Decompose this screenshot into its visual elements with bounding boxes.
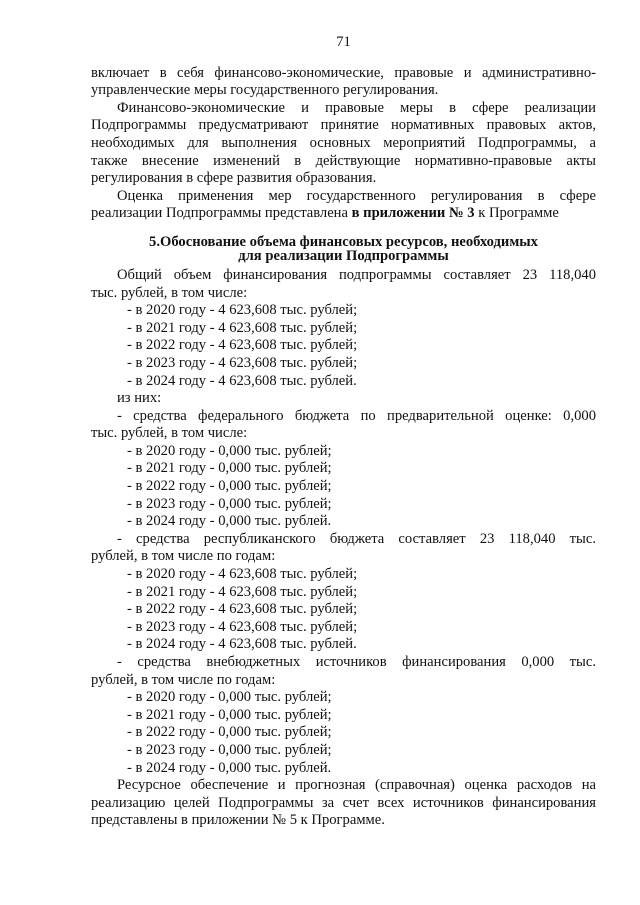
paragraph-republic-budget	[91, 531, 596, 654]
list-item: - в 2021 году - 4 623,608 тыс. рублей;	[127, 583, 358, 600]
list-item: - в 2020 году - 0,000 тыс. рублей;	[127, 689, 332, 706]
section-heading	[91, 235, 596, 263]
text-line: - средства федерального бюджета по предварительной оценке: 0,000	[117, 407, 596, 424]
list-item: - в 2024 году - 4 623,608 тыс. рублей.	[127, 372, 357, 389]
text-line: также внесение изменений в действующие нормативно-правовые акты	[91, 152, 596, 169]
list-item: - в 2022 году - 4 623,608 тыс. рублей;	[127, 601, 358, 618]
list-item: - в 2022 году - 0,000 тыс. рублей;	[127, 478, 332, 495]
page-number: 71	[336, 34, 351, 50]
text-line: Финансово-экономические и правовые меры в сфере реализации	[117, 99, 596, 116]
text-line: Общий объем финансирования подпрограммы составляет 23 118,040	[117, 266, 596, 283]
text-line: управленческие меры государственного регулирования.	[91, 82, 439, 99]
text-line: Подпрограммы предусматривают принятие нормативных правовых актов,	[91, 117, 596, 134]
list-item: - в 2024 году - 0,000 тыс. рублей.	[127, 513, 332, 530]
paragraph-total-funding	[91, 267, 596, 408]
text-span: к Программе	[474, 205, 559, 222]
list-item: - в 2020 году - 4 623,608 тыс. рублей;	[127, 566, 358, 583]
paragraph-federal-budget	[91, 408, 596, 531]
paragraph-measures-intro	[91, 65, 596, 100]
document-page	[91, 34, 596, 830]
text-line: рублей, в том числе по годам:	[91, 548, 276, 565]
text-line: - средства республиканского бюджета составляет 23 118,040 тыс.	[117, 530, 596, 547]
list-item: - в 2023 году - 0,000 тыс. рублей;	[127, 495, 332, 512]
paragraph-resource-support	[91, 777, 596, 830]
text-line: реализацию целей Подпрограммы за счет всех источников финансирования	[91, 794, 596, 811]
list-item: - в 2020 году - 0,000 тыс. рублей;	[127, 442, 332, 459]
list-item: - в 2020 году - 4 623,608 тыс. рублей;	[127, 302, 358, 319]
list-item: - в 2022 году - 0,000 тыс. рублей;	[127, 724, 332, 741]
list-item: - в 2024 году - 4 623,608 тыс. рублей.	[127, 636, 357, 653]
text-line: включает в себя финансово-экономические, правовые и административно-	[91, 64, 596, 81]
list-item: - в 2022 году - 4 623,608 тыс. рублей;	[127, 337, 358, 354]
heading-line: 5.Обоснование объема финансовых ресурсов, необходимых	[149, 233, 538, 250]
text-line: необходимых для выполнения основных мероприятий Подпрограммы, а	[91, 134, 596, 151]
text-span: реализации Подпрограммы представлена	[91, 205, 352, 222]
list-item: - в 2021 году - 4 623,608 тыс. рублей;	[127, 319, 358, 336]
text-line: регулирования в сфере развития образования.	[91, 170, 377, 187]
text-line: тыс. рублей, в том числе:	[91, 425, 248, 442]
list-item: - в 2023 году - 4 623,608 тыс. рублей;	[127, 618, 358, 635]
list-item: - в 2024 году - 0,000 тыс. рублей.	[127, 759, 332, 776]
text-line: из них:	[117, 390, 162, 407]
paragraph-extrabudgetary	[91, 654, 596, 777]
text-line	[91, 205, 596, 223]
list-item: - в 2023 году - 0,000 тыс. рублей;	[127, 741, 332, 758]
appendix-reference: в приложении № 3	[351, 205, 475, 222]
list-item: - в 2021 году - 0,000 тыс. рублей;	[127, 706, 332, 723]
text-line: представлены в приложении № 5 к Программе.	[91, 812, 385, 829]
paragraph-assessment	[91, 188, 596, 223]
list-item: - в 2021 году - 0,000 тыс. рублей;	[127, 460, 332, 477]
heading-line: для реализации Подпрограммы	[238, 247, 449, 264]
text-line: - средства внебюджетных источников финансирования 0,000 тыс.	[117, 654, 596, 670]
text-line: тыс. рублей, в том числе:	[91, 284, 248, 301]
list-item: - в 2023 году - 4 623,608 тыс. рублей;	[127, 354, 358, 371]
text-line: Оценка применения мер государственного регулирования в сфере	[117, 187, 596, 204]
text-line: рублей, в том числе по годам:	[91, 671, 276, 688]
text-line: Ресурсное обеспечение и прогнозная (справочная) оценка расходов на	[117, 777, 596, 794]
paragraph-financial-legal-measures	[91, 100, 596, 188]
